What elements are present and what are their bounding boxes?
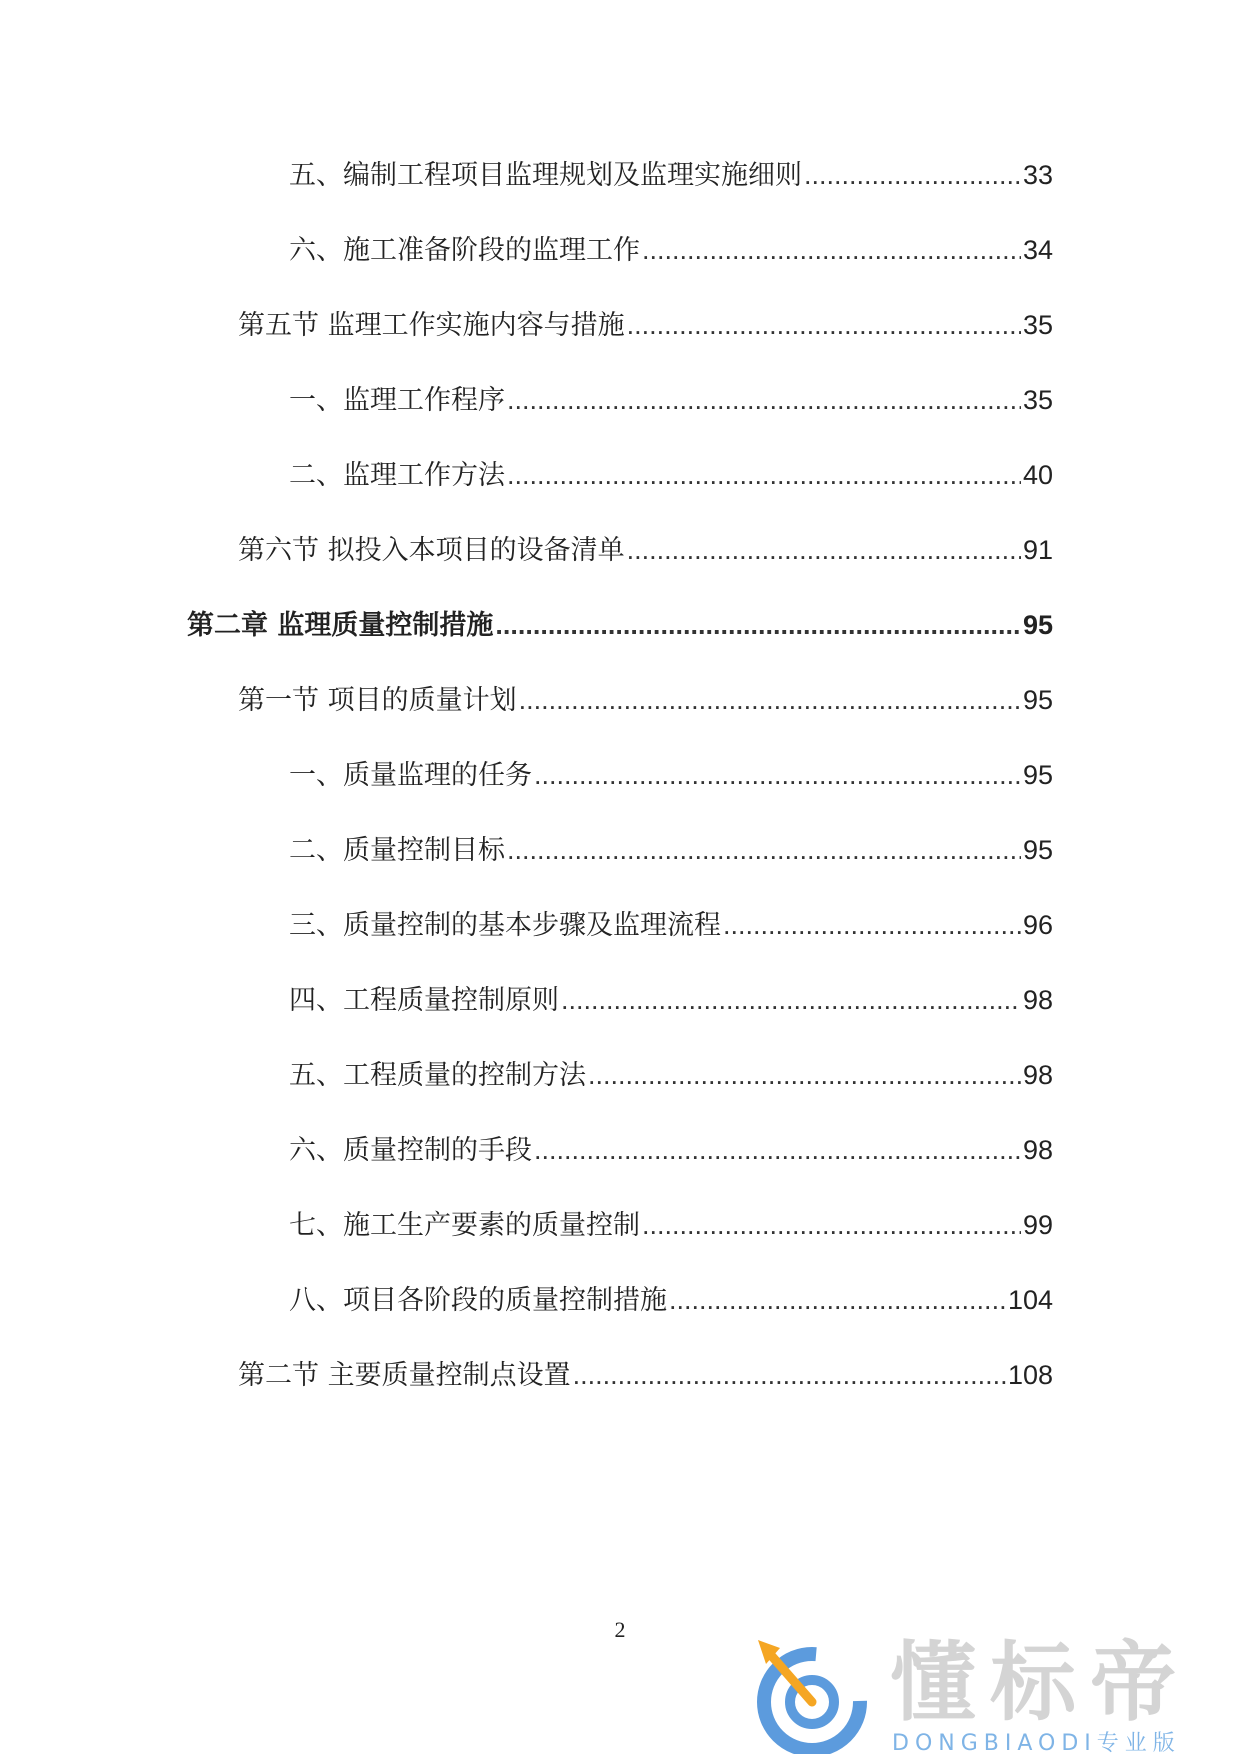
toc-leader-dots [669, 1282, 1006, 1318]
toc-entry-title: 第二节 主要质量控制点设置 [238, 1360, 571, 1391]
toc-entry-page: 99 [1022, 1210, 1053, 1240]
toc-entry-title: 四、工程质量控制原则 [289, 985, 559, 1016]
toc-entry-page: 95 [1022, 685, 1053, 715]
toc-entry-page: 40 [1022, 460, 1053, 490]
toc-entry-page: 95 [1022, 760, 1053, 790]
toc-entry[interactable] [289, 907, 1053, 943]
toc-entry[interactable] [289, 157, 1053, 193]
toc-leader-dots [519, 682, 1021, 718]
toc-leader-dots [534, 1132, 1021, 1168]
toc-entry-page: 104 [1007, 1285, 1053, 1315]
toc-entry-title: 三、质量控制的基本步骤及监理流程 [289, 910, 721, 941]
toc-leader-dots [507, 457, 1021, 493]
toc-entry[interactable] [289, 832, 1053, 868]
toc-entry[interactable] [238, 532, 1053, 568]
toc-entry[interactable] [289, 382, 1053, 418]
toc-chapter-entry[interactable] [187, 607, 1053, 643]
toc-entry-page: 98 [1022, 1135, 1053, 1165]
page-number: 2 [614, 1617, 626, 1642]
toc-entry-page: 35 [1022, 310, 1053, 340]
toc-leader-dots [804, 157, 1021, 193]
toc-entry-page: 98 [1022, 985, 1053, 1015]
toc-leader-dots [642, 1207, 1021, 1243]
toc-entry-title: 二、监理工作方法 [289, 460, 505, 491]
toc-leader-dots [534, 757, 1021, 793]
toc-leader-dots [723, 907, 1021, 943]
toc-entry-title: 一、监理工作程序 [289, 385, 505, 416]
toc-entry-page: 98 [1022, 1060, 1053, 1090]
toc-entry-page: 96 [1022, 910, 1053, 940]
toc-entry-page: 33 [1022, 160, 1053, 190]
toc-entry-title: 五、编制工程项目监理规划及监理实施细则 [289, 160, 802, 191]
toc-entry[interactable] [289, 1057, 1053, 1093]
target-arrow-icon [740, 1630, 880, 1754]
toc-leader-dots [642, 232, 1021, 268]
toc-entry-page: 108 [1007, 1360, 1053, 1390]
toc-entry-title: 六、质量控制的手段 [289, 1135, 532, 1166]
toc-leader-dots [495, 607, 1021, 643]
toc-entry-title: 第二章 监理质量控制措施 [187, 610, 494, 641]
toc-leader-dots [561, 982, 1021, 1018]
toc-entry[interactable] [289, 1207, 1053, 1243]
toc-entry-title: 八、项目各阶段的质量控制措施 [289, 1285, 667, 1316]
toc-entry-page: 35 [1022, 385, 1053, 415]
toc-entry-title: 七、施工生产要素的质量控制 [289, 1210, 640, 1241]
watermark [740, 1630, 1220, 1754]
toc-entry[interactable] [238, 307, 1053, 343]
toc-entry[interactable] [289, 1282, 1053, 1318]
toc-entry[interactable] [289, 757, 1053, 793]
toc-entry[interactable] [238, 682, 1053, 718]
toc-entry-title: 六、施工准备阶段的监理工作 [289, 235, 640, 266]
toc-entry-page: 95 [1022, 835, 1053, 865]
toc-entry-title: 第五节 监理工作实施内容与措施 [238, 310, 625, 341]
toc-leader-dots [588, 1057, 1021, 1093]
toc-entry-page: 34 [1022, 235, 1053, 265]
toc-entry[interactable] [238, 1357, 1053, 1393]
toc-entry-page: 91 [1022, 535, 1053, 565]
toc-entry[interactable] [289, 232, 1053, 268]
toc-entry-page: 95 [1022, 610, 1053, 640]
toc-leader-dots [627, 307, 1021, 343]
toc-entry[interactable] [289, 982, 1053, 1018]
toc-entry-title: 二、质量控制目标 [289, 835, 505, 866]
toc-entry[interactable] [289, 1132, 1053, 1168]
toc-entry-title: 第六节 拟投入本项目的设备清单 [238, 535, 625, 566]
watermark-subtitle: DONGBIAODI专业版 [892, 1731, 1181, 1756]
toc-leader-dots [507, 832, 1021, 868]
watermark-brand: 懂标帝 [890, 1633, 1190, 1733]
toc-leader-dots [573, 1357, 1006, 1393]
toc-leader-dots [627, 532, 1021, 568]
toc-entry[interactable] [289, 457, 1053, 493]
toc-entry-title: 第一节 项目的质量计划 [238, 685, 517, 716]
toc-leader-dots [507, 382, 1021, 418]
toc-entry-title: 一、质量监理的任务 [289, 760, 532, 791]
toc-entry-title: 五、工程质量的控制方法 [289, 1060, 586, 1091]
